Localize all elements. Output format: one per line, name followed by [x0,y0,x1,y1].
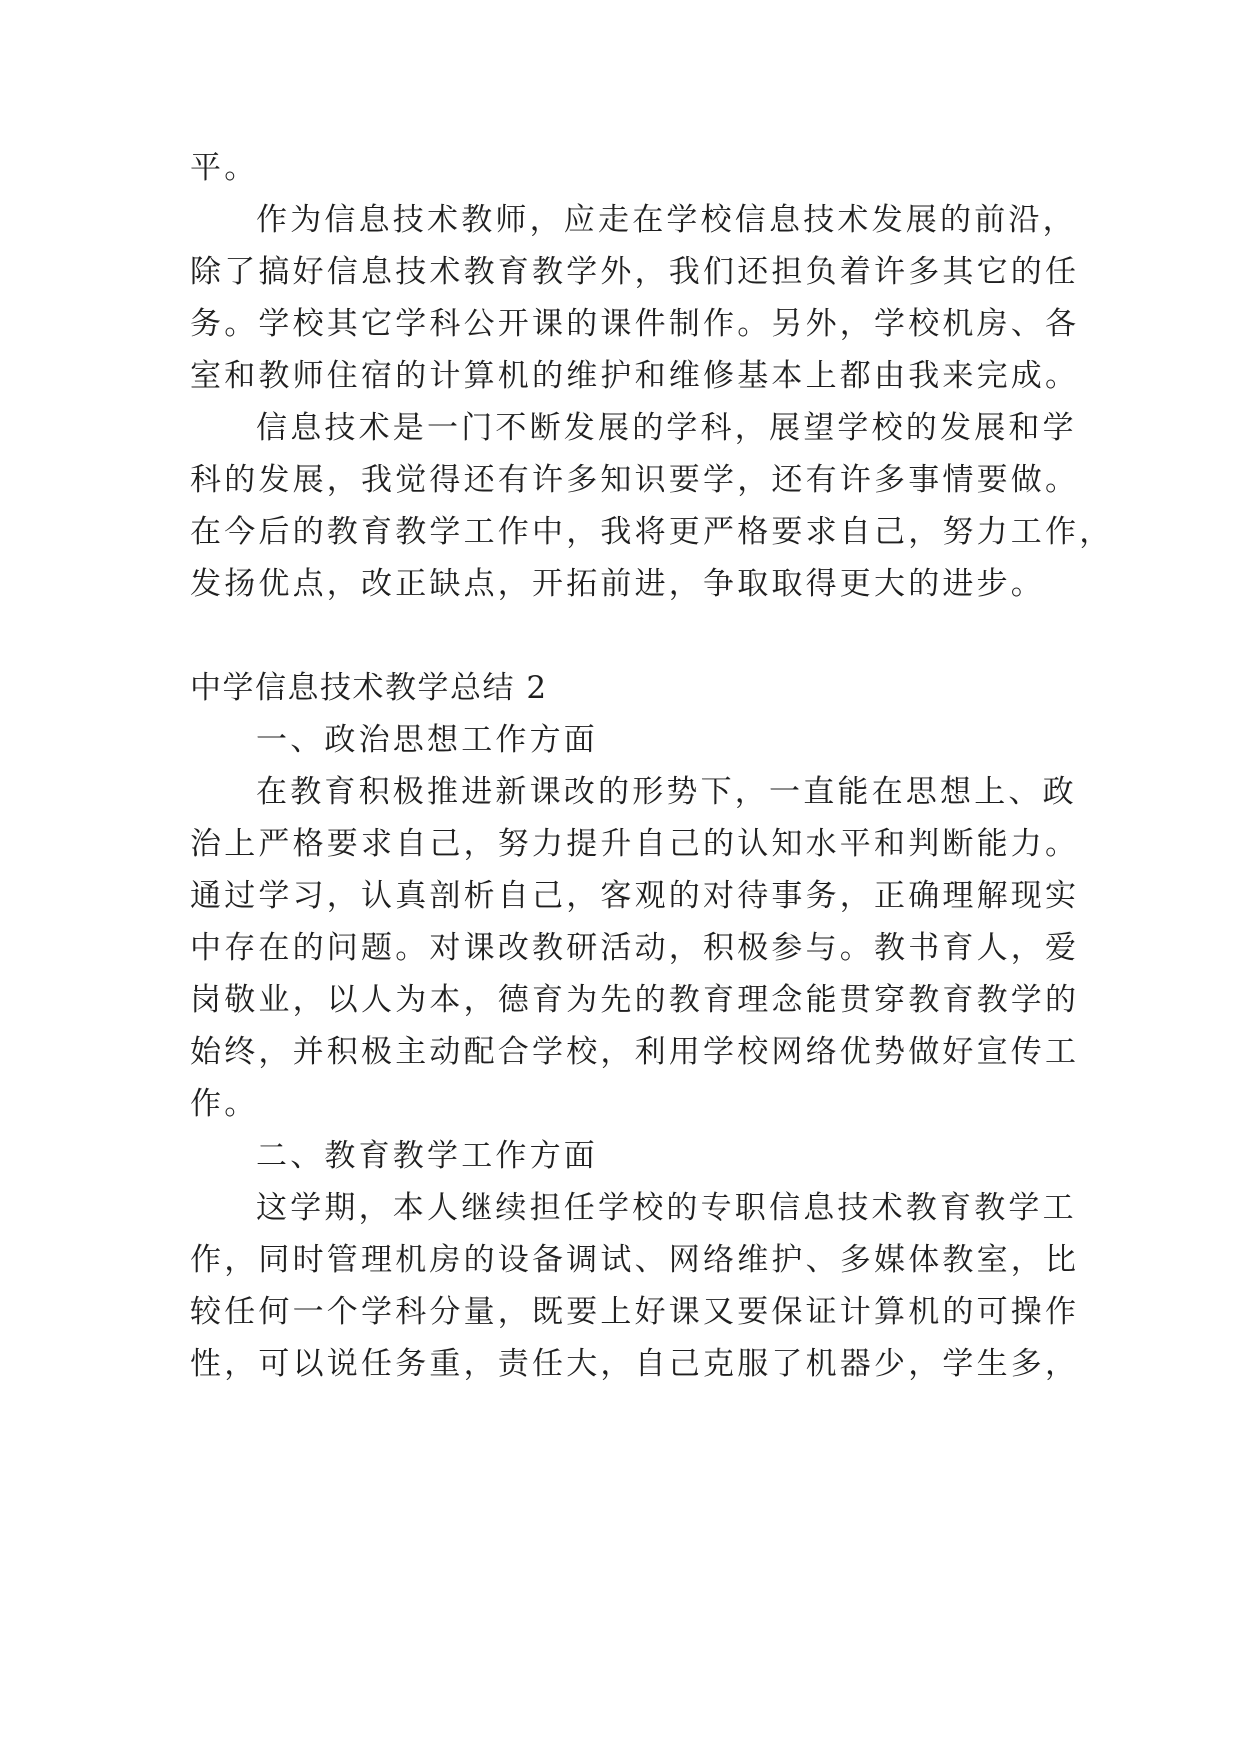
subheading: 一、政治思想工作方面 [256,722,598,758]
text-line: 中存在的问题。对课改教研活动，积极参与。教书育人，爱 [190,930,1080,966]
text-line: 平。 [190,150,259,186]
text-line: 治上严格要求自己，努力提升自己的认知水平和判断能力。 [190,826,1080,862]
paragraph-start: 这学期，本人继续担任学校的专职信息技术教育教学工 [256,1190,1077,1226]
text-line: 除了搞好信息技术教育教学外，我们还担负着许多其它的任 [190,254,1080,290]
text-line: 岗敬业，以人为本，德育为先的教育理念能贯穿教育教学的 [190,982,1080,1018]
text-line: 始终，并积极主动配合学校，利用学校网络优势做好宣传工 [190,1034,1080,1070]
text-line: 性，可以说任务重，责任大，自己克服了机器少，学生多， [190,1346,1080,1382]
text-line: 发扬优点，改正缺点，开拓前进，争取取得更大的进步。 [190,566,1045,602]
paragraph-start: 在教育积极推进新课改的形势下，一直能在思想上、政 [256,774,1077,810]
text-line: 作。 [190,1086,259,1122]
paragraph-start: 信息技术是一门不断发展的学科，展望学校的发展和学 [256,410,1077,446]
text-line: 在今后的教育教学工作中，我将更严格要求自己，努力工作， [190,514,1114,550]
text-line: 务。学校其它学科公开课的课件制作。另外，学校机房、各 [190,306,1080,342]
text-line: 作，同时管理机房的设备调试、网络维护、多媒体教室，比 [190,1242,1080,1278]
text-line: 较任何一个学科分量，既要上好课又要保证计算机的可操作 [190,1294,1080,1330]
section-title: 中学信息技术教学总结 2 [190,670,548,706]
text-line: 科的发展，我觉得还有许多知识要学，还有许多事情要做。 [190,462,1080,498]
text-line: 通过学习，认真剖析自己，客观的对待事务，正确理解现实 [190,878,1080,914]
paragraph-start: 作为信息技术教师，应走在学校信息技术发展的前沿， [256,202,1077,238]
subheading: 二、教育教学工作方面 [256,1138,598,1174]
text-line: 室和教师住宿的计算机的维护和维修基本上都由我来完成。 [190,358,1080,394]
